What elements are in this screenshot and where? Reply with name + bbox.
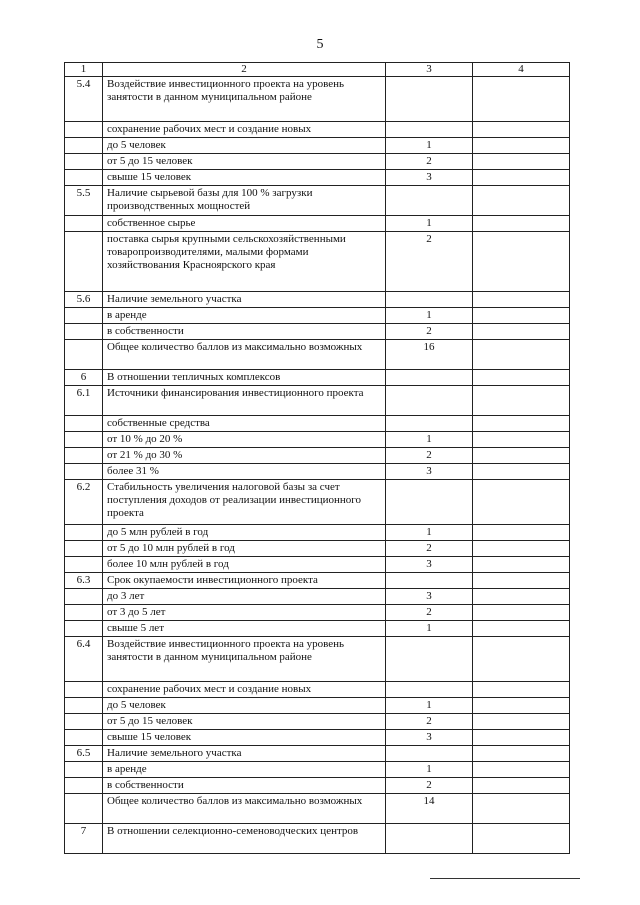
row-score: 2 bbox=[386, 541, 473, 557]
table-row bbox=[65, 525, 570, 541]
row-criterion: Воздействие инвестиционного проекта на уровень занятости в данном муниципальном районе bbox=[103, 637, 386, 682]
row-number bbox=[65, 122, 103, 138]
row-value bbox=[473, 541, 570, 557]
row-number bbox=[65, 541, 103, 557]
row-criterion: до 5 млн рублей в год bbox=[103, 525, 386, 541]
table-row bbox=[65, 637, 570, 682]
row-score bbox=[386, 824, 473, 854]
row-criterion: до 5 человек bbox=[103, 698, 386, 714]
row-value bbox=[473, 170, 570, 186]
table-row bbox=[65, 589, 570, 605]
row-value bbox=[473, 464, 570, 480]
row-criterion: Срок окупаемости инвестиционного проекта bbox=[103, 573, 386, 589]
row-value bbox=[473, 154, 570, 170]
row-criterion: В отношении тепличных комплексов bbox=[103, 370, 386, 386]
table-row bbox=[65, 154, 570, 170]
row-value bbox=[473, 605, 570, 621]
row-score: 3 bbox=[386, 557, 473, 573]
row-number: 6.4 bbox=[65, 637, 103, 682]
row-score: 3 bbox=[386, 730, 473, 746]
row-criterion: свыше 5 лет bbox=[103, 621, 386, 637]
table-row bbox=[65, 186, 570, 216]
row-criterion: сохранение рабочих мест и создание новых bbox=[103, 122, 386, 138]
table-row bbox=[65, 170, 570, 186]
row-criterion: от 10 % до 20 % bbox=[103, 432, 386, 448]
table-row bbox=[65, 778, 570, 794]
row-score: 2 bbox=[386, 448, 473, 464]
row-number bbox=[65, 589, 103, 605]
page-number: 5 bbox=[316, 37, 324, 52]
row-score: 2 bbox=[386, 154, 473, 170]
row-score bbox=[386, 77, 473, 122]
row-value bbox=[473, 122, 570, 138]
row-score: 1 bbox=[386, 525, 473, 541]
row-criterion: Наличие земельного участка bbox=[103, 746, 386, 762]
table-row bbox=[65, 416, 570, 432]
footer-rule bbox=[430, 878, 580, 879]
table-row bbox=[65, 682, 570, 698]
table-row bbox=[65, 621, 570, 637]
row-value bbox=[473, 730, 570, 746]
row-criterion: до 5 человек bbox=[103, 138, 386, 154]
row-value bbox=[473, 308, 570, 324]
row-number bbox=[65, 232, 103, 292]
row-score: 1 bbox=[386, 762, 473, 778]
row-number bbox=[65, 138, 103, 154]
row-criterion: от 5 до 15 человек bbox=[103, 154, 386, 170]
table-row bbox=[65, 714, 570, 730]
row-score: 1 bbox=[386, 138, 473, 154]
table-row bbox=[65, 557, 570, 573]
row-criterion: более 31 % bbox=[103, 464, 386, 480]
row-criterion: от 5 до 10 млн рублей в год bbox=[103, 541, 386, 557]
table-row bbox=[65, 464, 570, 480]
row-value bbox=[473, 824, 570, 854]
table-row bbox=[65, 308, 570, 324]
row-criterion: сохранение рабочих мест и создание новых bbox=[103, 682, 386, 698]
row-criterion: Наличие сырьевой базы для 100 % загрузки производственных мощностей bbox=[103, 186, 386, 216]
row-score bbox=[386, 416, 473, 432]
row-score: 14 bbox=[386, 794, 473, 824]
row-number bbox=[65, 525, 103, 541]
row-number bbox=[65, 794, 103, 824]
row-score: 1 bbox=[386, 432, 473, 448]
row-criterion: от 5 до 15 человек bbox=[103, 714, 386, 730]
row-criterion: Наличие земельного участка bbox=[103, 292, 386, 308]
row-number bbox=[65, 448, 103, 464]
row-value bbox=[473, 232, 570, 292]
row-number: 5.6 bbox=[65, 292, 103, 308]
row-number bbox=[65, 170, 103, 186]
row-score: 1 bbox=[386, 308, 473, 324]
row-value bbox=[473, 573, 570, 589]
table-row bbox=[65, 746, 570, 762]
table-row bbox=[65, 340, 570, 370]
table-row bbox=[65, 605, 570, 621]
row-number bbox=[65, 464, 103, 480]
row-criterion: более 10 млн рублей в год bbox=[103, 557, 386, 573]
row-number: 6.1 bbox=[65, 386, 103, 416]
row-number bbox=[65, 730, 103, 746]
table-row bbox=[65, 573, 570, 589]
table-header-row bbox=[65, 63, 570, 77]
row-number bbox=[65, 762, 103, 778]
table-body bbox=[65, 77, 570, 854]
table-row bbox=[65, 698, 570, 714]
row-score: 3 bbox=[386, 589, 473, 605]
row-number bbox=[65, 216, 103, 232]
table-row bbox=[65, 232, 570, 292]
table-row bbox=[65, 762, 570, 778]
row-value bbox=[473, 746, 570, 762]
row-score bbox=[386, 386, 473, 416]
row-criterion: в собственности bbox=[103, 324, 386, 340]
row-score bbox=[386, 682, 473, 698]
table-row bbox=[65, 292, 570, 308]
row-value bbox=[473, 340, 570, 370]
row-score: 1 bbox=[386, 216, 473, 232]
row-score bbox=[386, 573, 473, 589]
row-number bbox=[65, 308, 103, 324]
row-number bbox=[65, 557, 103, 573]
row-score bbox=[386, 637, 473, 682]
row-number: 6 bbox=[65, 370, 103, 386]
column-header-value: 4 bbox=[473, 63, 570, 77]
table-row bbox=[65, 122, 570, 138]
row-number bbox=[65, 340, 103, 370]
table-row bbox=[65, 432, 570, 448]
row-number bbox=[65, 714, 103, 730]
row-score bbox=[386, 292, 473, 308]
row-number bbox=[65, 605, 103, 621]
row-criterion: Воздействие инвестиционного проекта на уровень занятости в данном муниципальном районе bbox=[103, 77, 386, 122]
table-row bbox=[65, 730, 570, 746]
row-number bbox=[65, 778, 103, 794]
table-row bbox=[65, 138, 570, 154]
table-row bbox=[65, 216, 570, 232]
row-number: 6.2 bbox=[65, 480, 103, 525]
row-score: 2 bbox=[386, 778, 473, 794]
row-number: 5.5 bbox=[65, 186, 103, 216]
criteria-table bbox=[64, 62, 570, 854]
row-value bbox=[473, 637, 570, 682]
row-value bbox=[473, 682, 570, 698]
table-row bbox=[65, 824, 570, 854]
row-score: 3 bbox=[386, 170, 473, 186]
row-criterion: Общее количество баллов из максимально возможных bbox=[103, 794, 386, 824]
row-number: 5.4 bbox=[65, 77, 103, 122]
table-row bbox=[65, 794, 570, 824]
column-header-number: 1 bbox=[65, 63, 103, 77]
row-value bbox=[473, 762, 570, 778]
row-score bbox=[386, 746, 473, 762]
row-number bbox=[65, 682, 103, 698]
table-row bbox=[65, 370, 570, 386]
row-number bbox=[65, 416, 103, 432]
row-number bbox=[65, 324, 103, 340]
table-row bbox=[65, 324, 570, 340]
row-value bbox=[473, 794, 570, 824]
row-value bbox=[473, 292, 570, 308]
row-criterion: в аренде bbox=[103, 308, 386, 324]
row-score: 16 bbox=[386, 340, 473, 370]
row-value bbox=[473, 557, 570, 573]
row-value bbox=[473, 714, 570, 730]
row-value bbox=[473, 525, 570, 541]
row-criterion: Источники финансирования инвестиционного проекта bbox=[103, 386, 386, 416]
row-criterion: Стабильность увеличения налоговой базы за счет поступления доходов от реализации инвестиционного проекта bbox=[103, 480, 386, 525]
row-criterion: от 3 до 5 лет bbox=[103, 605, 386, 621]
row-score: 2 bbox=[386, 605, 473, 621]
row-criterion: В отношении селекционно-семеноводческих центров bbox=[103, 824, 386, 854]
row-value bbox=[473, 138, 570, 154]
row-number bbox=[65, 154, 103, 170]
row-score: 3 bbox=[386, 464, 473, 480]
table-row bbox=[65, 541, 570, 557]
row-score bbox=[386, 480, 473, 525]
row-score bbox=[386, 186, 473, 216]
column-header-score: 3 bbox=[386, 63, 473, 77]
row-score bbox=[386, 122, 473, 138]
row-value bbox=[473, 589, 570, 605]
row-score: 1 bbox=[386, 698, 473, 714]
column-header-criterion: 2 bbox=[103, 63, 386, 77]
table-row bbox=[65, 448, 570, 464]
row-number: 6.3 bbox=[65, 573, 103, 589]
row-value bbox=[473, 186, 570, 216]
row-number: 6.5 bbox=[65, 746, 103, 762]
table-row bbox=[65, 386, 570, 416]
row-value bbox=[473, 77, 570, 122]
row-value bbox=[473, 448, 570, 464]
table-row bbox=[65, 480, 570, 525]
row-criterion: свыше 15 человек bbox=[103, 730, 386, 746]
row-number bbox=[65, 621, 103, 637]
table-row bbox=[65, 77, 570, 122]
row-score: 2 bbox=[386, 232, 473, 292]
row-number bbox=[65, 698, 103, 714]
row-value bbox=[473, 416, 570, 432]
row-score: 2 bbox=[386, 324, 473, 340]
row-criterion: собственное сырье bbox=[103, 216, 386, 232]
row-criterion: в аренде bbox=[103, 762, 386, 778]
row-criterion: свыше 15 человек bbox=[103, 170, 386, 186]
row-value bbox=[473, 480, 570, 525]
row-value bbox=[473, 432, 570, 448]
row-score bbox=[386, 370, 473, 386]
row-value bbox=[473, 324, 570, 340]
row-value bbox=[473, 386, 570, 416]
row-value bbox=[473, 698, 570, 714]
row-criterion: в собственности bbox=[103, 778, 386, 794]
row-value bbox=[473, 216, 570, 232]
row-value bbox=[473, 621, 570, 637]
row-number bbox=[65, 432, 103, 448]
row-criterion: поставка сырья крупными сельскохозяйственными товаропроизводителями, малыми формами хозяйствования Красноярского края bbox=[103, 232, 386, 292]
row-criterion: до 3 лет bbox=[103, 589, 386, 605]
row-criterion: собственные средства bbox=[103, 416, 386, 432]
row-score: 2 bbox=[386, 714, 473, 730]
row-criterion: Общее количество баллов из максимально возможных bbox=[103, 340, 386, 370]
row-number: 7 bbox=[65, 824, 103, 854]
row-criterion: от 21 % до 30 % bbox=[103, 448, 386, 464]
row-score: 1 bbox=[386, 621, 473, 637]
row-value bbox=[473, 370, 570, 386]
row-value bbox=[473, 778, 570, 794]
